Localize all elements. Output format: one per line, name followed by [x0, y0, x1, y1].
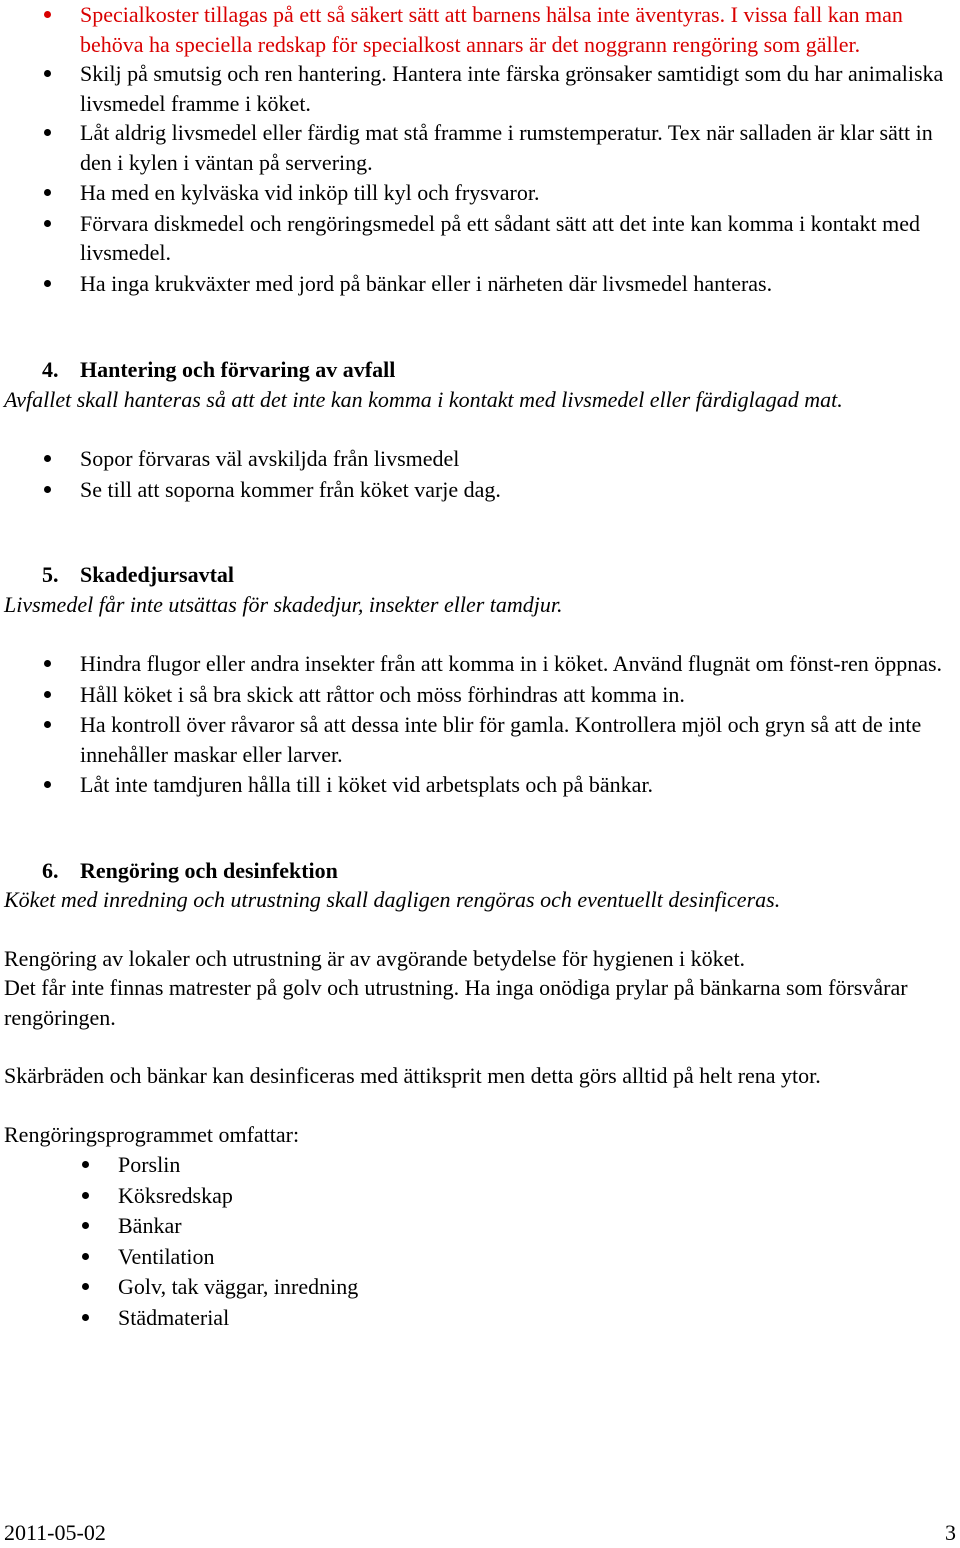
section-heading	[4, 560, 956, 590]
cleaning-paragraph-line: Rengöring av lokaler och utrustning är av avgörande betydelse för hygienen i köket.	[4, 945, 746, 971]
list-item: Bänkar	[4, 1211, 956, 1241]
list-item: Porslin	[4, 1150, 956, 1180]
list-item: Golv, tak väggar, inredning	[4, 1272, 956, 1302]
section-heading	[4, 355, 956, 385]
list-item: Köksredskap	[4, 1181, 956, 1211]
section-title: Skadedjursavtal	[80, 562, 235, 587]
list-item: Städmaterial	[4, 1303, 956, 1333]
section-number: 4.	[42, 357, 59, 382]
list-item: Skilj på smutsig och ren hantering. Hantera inte färska grönsaker samtidigt som du har animaliska livsmedel framme i köket.	[4, 59, 956, 118]
hygiene-rules-list	[4, 0, 956, 298]
disinfection-paragraph: Skärbräden och bänkar kan desinficeras med ättiksprit men detta görs alltid på helt rena ytor.	[4, 1063, 821, 1088]
waste-list	[4, 444, 956, 504]
list-item: Sopor förvaras väl avskiljda från livsmedel	[4, 444, 956, 474]
list-item: Ha med en kylväska vid inköp till kyl och frysvaror.	[4, 178, 956, 208]
section-heading	[4, 856, 956, 886]
list-item: Låt aldrig livsmedel eller färdig mat stå framme i rumstemperatur. Tex när salladen är klar sätt in den i kylen i väntan på servering.	[4, 118, 956, 177]
pests-list	[4, 649, 956, 800]
list-item: Håll köket i så bra skick att råttor och möss förhindras att komma in.	[4, 680, 956, 710]
section-title: Rengöring och desinfektion	[80, 857, 338, 883]
page-number: 3	[945, 1520, 956, 1545]
section-number: 6.	[42, 857, 59, 883]
list-item: Ha kontroll över råvaror så att dessa inte blir för gamla. Kontrollera mjöl och gryn så att de inte innehåller maskar eller larver.	[4, 710, 956, 769]
cleaning-program-list	[4, 1150, 956, 1332]
section-title: Hantering och förvaring av avfall	[80, 357, 396, 382]
section-cleaning	[4, 856, 956, 1333]
section-waste	[4, 355, 956, 504]
list-item: Förvara diskmedel och rengöringsmedel på ett sådant sätt att det inte kan komma i kontakt med livsmedel.	[4, 209, 956, 268]
list-item: Ventilation	[4, 1242, 956, 1272]
document-page	[4, 0, 956, 1332]
list-item: Låt inte tamdjuren hålla till i köket vid arbetsplats och på bänkar.	[4, 770, 956, 800]
section-pests	[4, 560, 956, 800]
list-item: Ha inga krukväxter med jord på bänkar eller i närheten där livsmedel hanteras.	[4, 269, 956, 299]
cleaning-paragraph-line: Det får inte finnas matrester på golv och utrustning. Ha inga onödiga prylar på bänkarna som försvårar rengöringen.	[4, 975, 908, 1030]
section-intro: Köket med inredning och utrustning skall dagligen rengöras och eventuellt desinficeras.	[4, 887, 781, 912]
section-number: 5.	[42, 562, 59, 587]
list-item: Specialkoster tillagas på ett så säkert sätt att barnens hälsa inte äventyras. I vissa fall kan man behöva ha speciella redskap för specialkost annars är det noggrann rengöring som gäller.	[4, 0, 956, 59]
section-intro: Avfallet skall hanteras så att det inte kan komma i kontakt med livsmedel eller färdiglagad mat.	[4, 386, 843, 412]
footer-date: 2011-05-02	[4, 1520, 106, 1545]
program-label: Rengöringsprogrammet omfattar:	[4, 1121, 300, 1147]
section-intro: Livsmedel får inte utsättas för skadedjur, insekter eller tamdjur.	[4, 591, 563, 617]
list-item: Se till att soporna kommer från köket varje dag.	[4, 475, 956, 505]
list-item: Hindra flugor eller andra insekter från att komma in i köket. Använd flugnät om fönst-ren öppnas.	[4, 649, 956, 679]
